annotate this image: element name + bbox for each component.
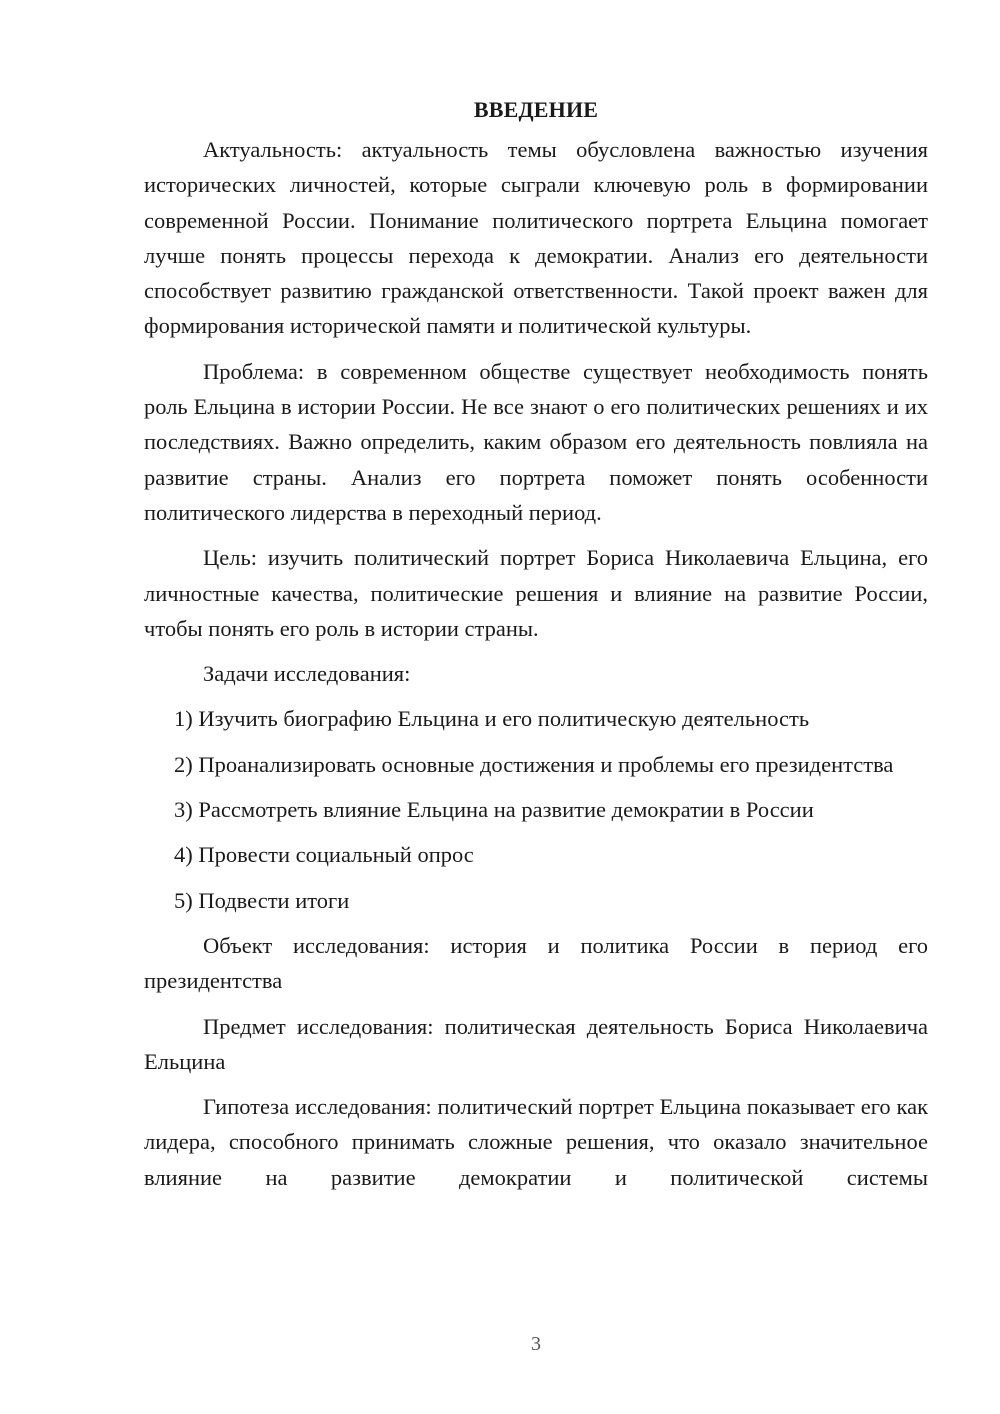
page-number: 3 [531, 1333, 541, 1355]
hypothesis-paragraph: Гипотеза исследования: политический портрет Ельцина показывает его как лидера, способного принимать сложные решения, что оказало значительное влияние на развитие демократии и политической системы [144, 1094, 928, 1190]
task-item-2: 2) Проанализировать основные достижения и проблемы его президентства [174, 751, 894, 777]
task-item-1: 1) Изучить биографию Ельцина и его политическую деятельность [174, 706, 810, 732]
task-item-5: 5) Подвести итоги [174, 887, 350, 913]
research-subject-paragraph: Предмет исследования: политическая деятельность Бориса Николаевича Ельцина [144, 1013, 928, 1074]
task-item-4: 4) Провести социальный опрос [174, 842, 474, 868]
problem-paragraph: Проблема: в современном обществе существует необходимость понять роль Ельцина в истории России. Не все знают о его политических решениях и их последствиях. Важно определить, каким образом его деятельность повлияла на развитие страны. Анализ его портрета поможет понять особенности политического лидерства в переходный период. [144, 358, 928, 525]
task-item-3: 3) Рассмотреть влияние Ельцина на развитие демократии в России [174, 797, 814, 823]
relevance-paragraph: Актуальность: актуальность темы обусловлена важностью изучения исторических личностей, которые сыграли ключевую роль в формировании современной России. Понимание политического портрета Ельцина помогает лучше понять процессы перехода к демократии. Анализ его деятельности способствует развитию гражданской ответственности. Такой проект важен для формирования исторической памяти и политической культуры. [144, 137, 928, 339]
goal-paragraph: Цель: изучить политический портрет Бориса Николаевича Ельцина, его личностные качества, политические решения и влияние на развитие России, чтобы понять его роль в истории страны. [144, 545, 928, 641]
document-page [144, 92, 928, 1205]
research-object-paragraph: Объект исследования: история и политика России в период его президентства [144, 932, 928, 994]
tasks-heading: Задачи исследования: [203, 661, 411, 687]
page-title: ВВЕДЕНИЕ [473, 97, 599, 122]
